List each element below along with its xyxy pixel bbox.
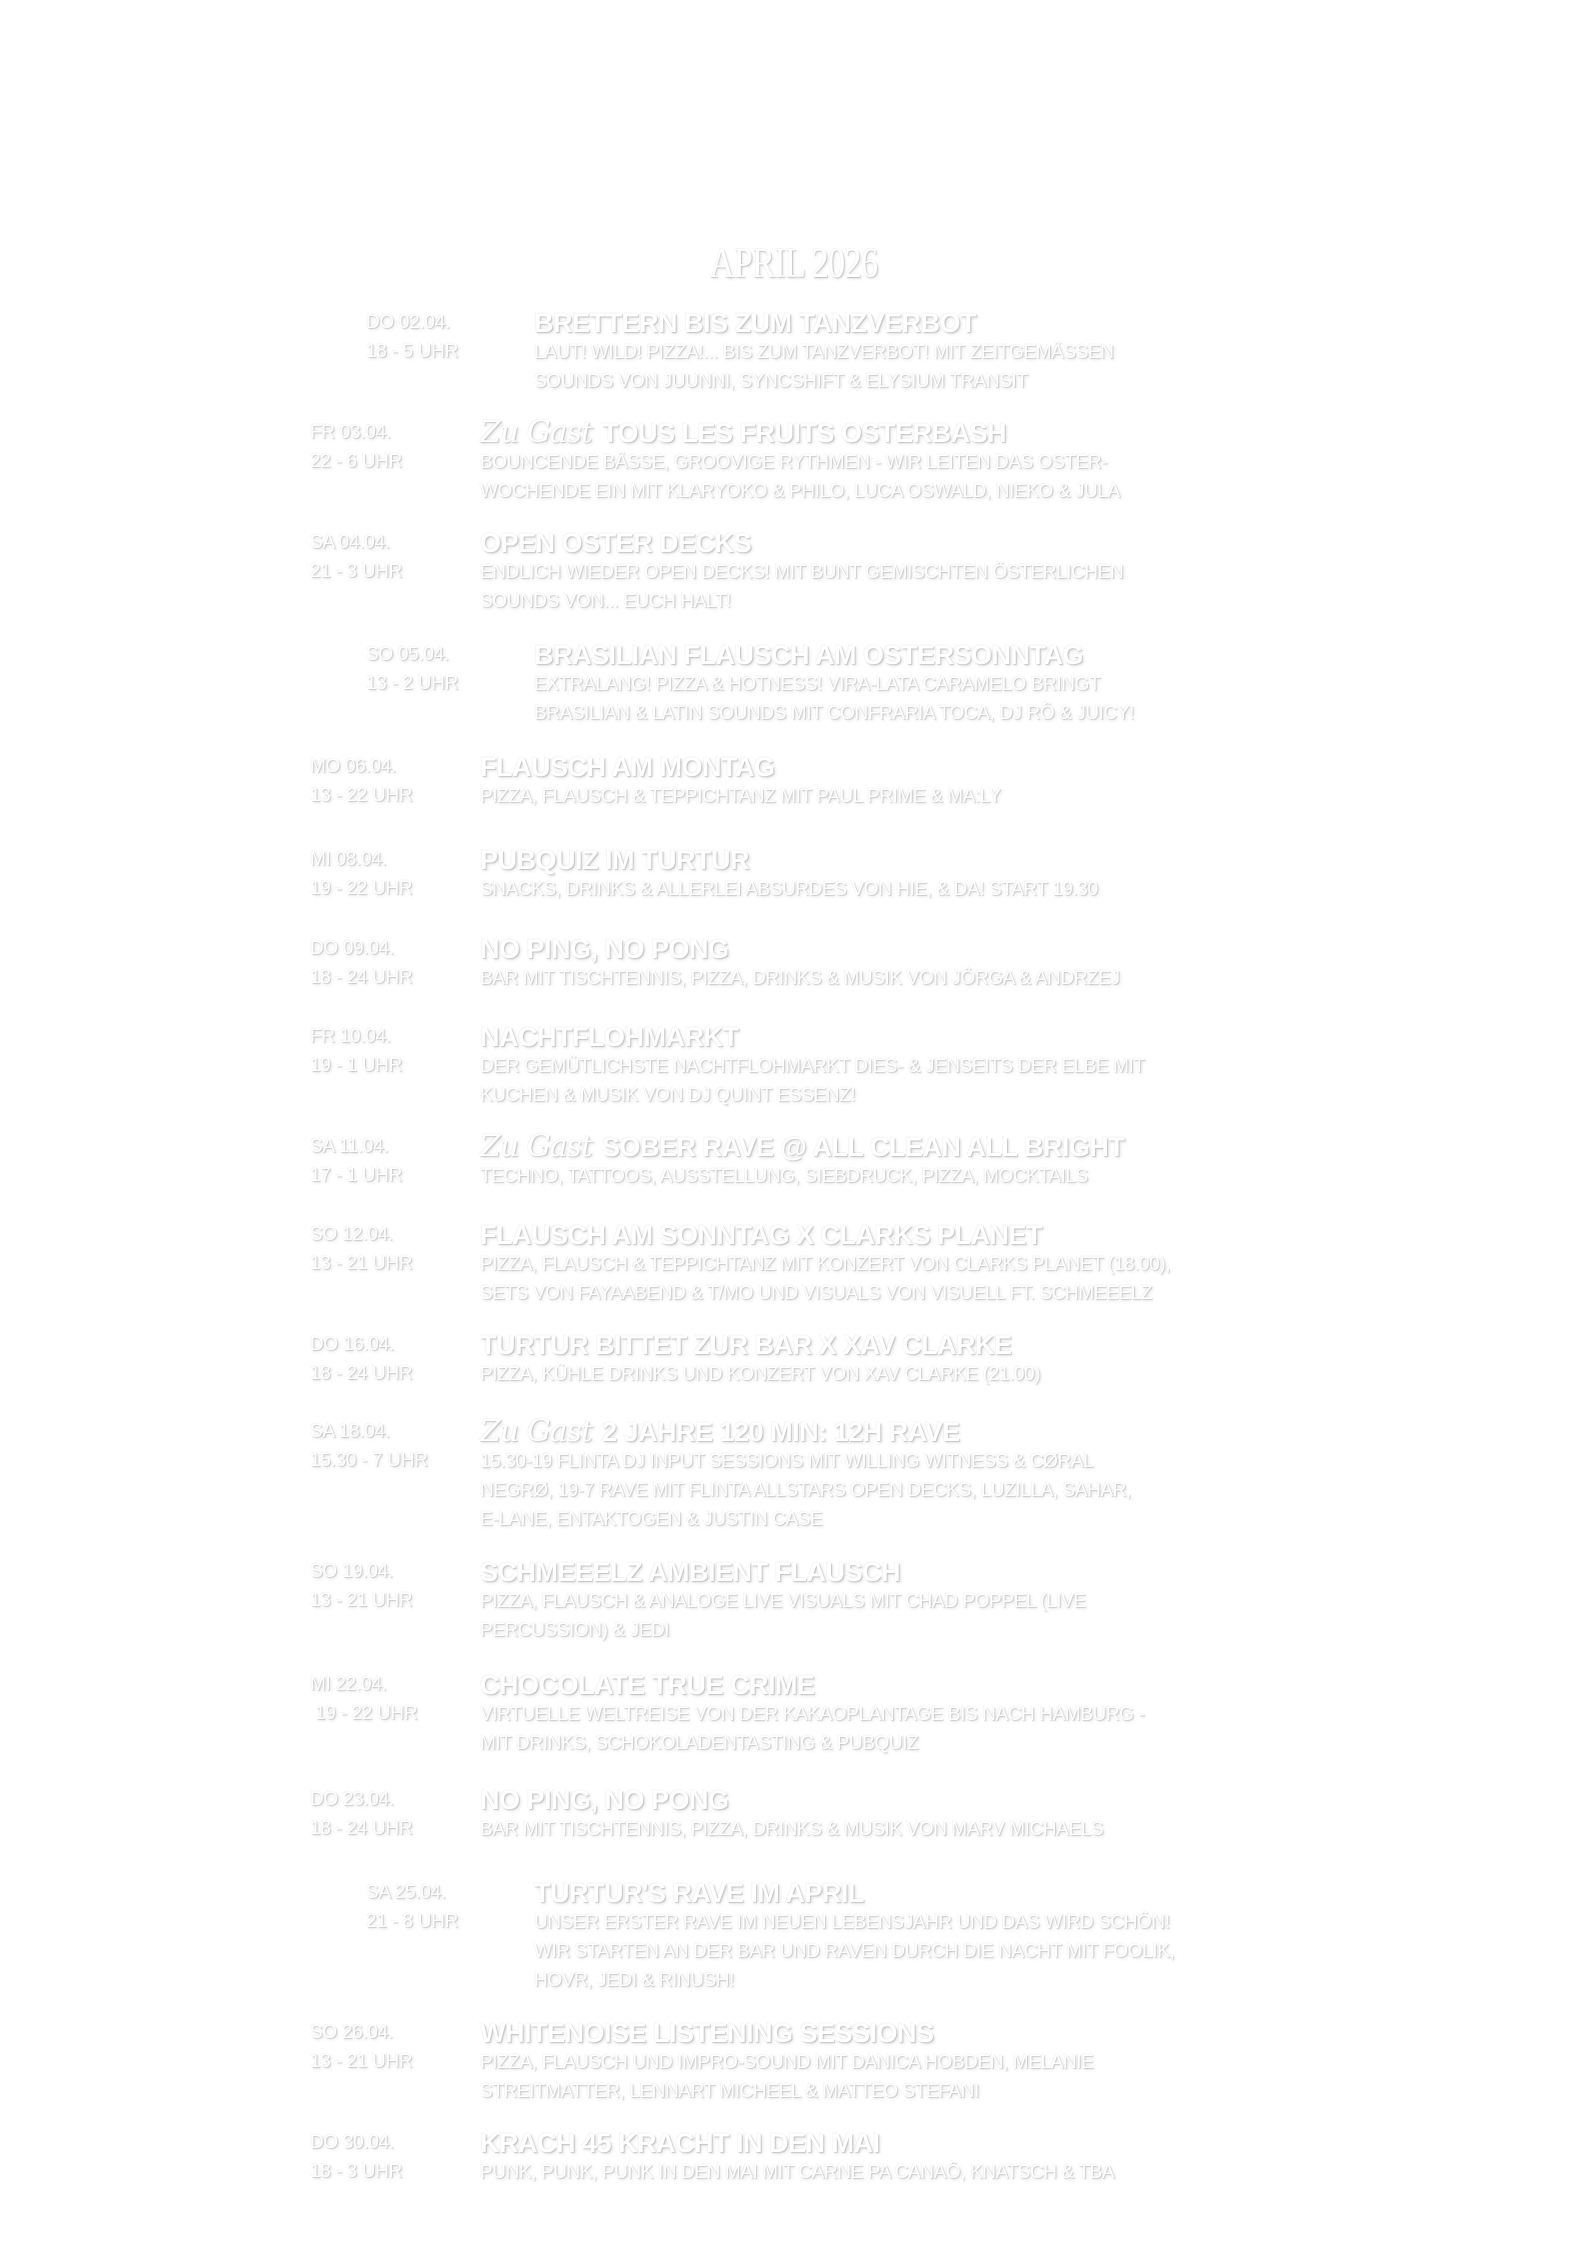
event-when [366, 308, 534, 396]
event-title [480, 2128, 1410, 2158]
event-date: MI 08.04. [310, 849, 387, 870]
event-title [480, 1557, 1410, 1587]
guest-badge: Zu Gast [480, 1129, 593, 1164]
event-description-line: LAUT! WILD! PIZZA!... BIS ZUM TANZVERBOT! MIT ZEITGEMÄSSEN [534, 342, 1114, 363]
event-time: 13 - 21 UHR [310, 1253, 413, 1274]
event-when [310, 752, 480, 811]
event-when [366, 1878, 534, 1995]
event-description-line: SOUNDS VON JUUNNI, SYNCSHIFT & ELYSIUM TRANSIT [534, 371, 1028, 392]
event-date: SO 26.04. [310, 2022, 393, 2043]
event-info [480, 1785, 1410, 1844]
event-description-line: EXTRALANG! PIZZA & HOTNESS! VIRA-LATA CARAMELO BRINGT [534, 674, 1101, 695]
event-description-line: MIT DRINKS, SCHOKOLADENTASTING & PUBQUIZ [480, 1733, 919, 1754]
event-row [310, 752, 1410, 811]
guest-badge: Zu Gast [480, 1414, 593, 1449]
event-info [480, 1670, 1410, 1758]
event-description [480, 964, 1410, 993]
event-info [480, 1022, 1410, 1110]
event-info [480, 1220, 1410, 1308]
event-date: MI 22.04. [310, 1674, 387, 1695]
event-when [310, 1417, 480, 1534]
event-row [366, 1878, 1466, 1995]
event-when [310, 1557, 480, 1645]
event-date: SO 19.04. [310, 1561, 393, 1582]
event-title [480, 2018, 1410, 2048]
event-date: FR 10.04. [310, 1026, 391, 1047]
event-description-line: BAR MIT TISCHTENNIS, PIZZA, DRINKS & MUSIK VON MARV MICHAELS [480, 1819, 1104, 1840]
event-row [310, 528, 1410, 616]
event-info [480, 1129, 1410, 1191]
event-info [480, 2018, 1410, 2106]
event-description-line: SOUNDS VON... EUCH HALT! [480, 591, 731, 612]
event-when [310, 934, 480, 993]
event-row [366, 640, 1466, 728]
event-description-line: HOVR, JEDI & RINUSH! [534, 1970, 734, 1991]
event-date: DO 16.04. [310, 1334, 394, 1355]
event-description [480, 2158, 1410, 2187]
event-title [480, 845, 1410, 875]
event-description [534, 670, 1466, 728]
event-date: SA 11.04. [310, 1136, 389, 1157]
event-time: 13 - 22 UHR [310, 785, 413, 806]
event-description-line: KUCHEN & MUSIK VON DJ QUINT ESSENZ! [480, 1085, 856, 1106]
event-info [480, 845, 1410, 904]
event-description-line: 15.30-19 FLINTA DJ INPUT SESSIONS MIT WILLING WITNESS & CØRAL [480, 1451, 1094, 1472]
event-title-text: NO PING, NO PONG [480, 934, 729, 964]
event-row [310, 2018, 1410, 2106]
event-title [480, 934, 1410, 964]
event-when [310, 1022, 480, 1110]
event-title-text: BRASILIAN FLAUSCH AM OSTERSONNTAG [534, 640, 1083, 670]
event-description-line: BAR MIT TISCHTENNIS, PIZZA, DRINKS & MUSIK VON JÖRGA & ANDRZEJ [480, 968, 1120, 989]
event-description-line: PIZZA, FLAUSCH UND IMPRO-SOUND MIT DANICA HOBDEN, MELANIE [480, 2052, 1094, 2073]
event-time: 18 - 24 UHR [310, 967, 413, 988]
event-info [534, 1878, 1466, 1995]
event-title [480, 1129, 1410, 1164]
event-title-text: TURTUR'S RAVE IM APRIL [534, 1878, 864, 1908]
event-title-text: NO PING, NO PONG [480, 1785, 729, 1815]
event-description-line: WOCHENDE EIN MIT KLARYOKO & PHILO, LUCA OSWALD, NIEKO & JULA [480, 481, 1120, 502]
event-time: 21 - 3 UHR [310, 561, 403, 582]
event-info [480, 1557, 1410, 1645]
event-when [310, 2018, 480, 2106]
event-description-line: PERCUSSION) & JEDI [480, 1620, 670, 1641]
event-description-line: UNSER ERSTER RAVE IM NEUEN LEBENSJAHR UND DAS WIRD SCHÖN! [534, 1912, 1170, 1933]
event-date: SO 12.04. [310, 1224, 393, 1245]
event-date: SA 04.04. [310, 532, 390, 553]
event-info [480, 528, 1410, 616]
event-description [480, 1162, 1410, 1191]
event-title [480, 1670, 1410, 1700]
event-row [310, 1414, 1410, 1534]
event-description [480, 782, 1410, 811]
event-time: 13 - 21 UHR [310, 2051, 413, 2072]
event-title [480, 1220, 1410, 1250]
event-description-line: NEGRØ, 19-7 RAVE MIT FLINTA ALLSTARS OPEN DECKS, LUZILLA, SAHAR, [480, 1480, 1131, 1501]
event-row [310, 1022, 1410, 1110]
event-time: 13 - 21 UHR [310, 1590, 413, 1611]
event-description [480, 875, 1410, 904]
event-date: SA 25.04. [366, 1882, 446, 1903]
event-row [310, 845, 1410, 904]
event-when [310, 1670, 480, 1758]
event-info [534, 308, 1466, 396]
event-time: 21 - 8 UHR [366, 1911, 459, 1932]
event-title [480, 1414, 1410, 1449]
event-description-line: PIZZA, FLAUSCH & TEPPICHTANZ MIT PAUL PRIME & MA:LY [480, 786, 1001, 807]
event-time: 19 - 22 UHR [310, 878, 413, 899]
event-description-line: ENDLICH WIEDER OPEN DECKS! MIT BUNT GEMISCHTEN ÖSTERLICHEN [480, 562, 1124, 583]
event-info [534, 640, 1466, 728]
event-time: 22 - 6 UHR [310, 451, 403, 472]
event-time: 18 - 3 UHR [310, 2161, 403, 2182]
event-title-text: SOBER RAVE @ ALL CLEAN ALL BRIGHT [602, 1132, 1125, 1162]
event-date: DO 09.04. [310, 938, 394, 959]
event-time: 17 - 1 UHR [310, 1165, 403, 1186]
event-when [310, 528, 480, 616]
event-when [366, 640, 534, 728]
event-title [534, 308, 1466, 338]
event-description [534, 338, 1466, 396]
event-time: 19 - 1 UHR [310, 1055, 403, 1076]
event-info [480, 934, 1410, 993]
event-title-text: 2 JAHRE 120 MIN: 12H RAVE [602, 1417, 960, 1447]
event-description-line: SNACKS, DRINKS & ALLERLEI ABSURDES VON HIE, & DA! START 19.30 [480, 879, 1098, 900]
event-title-text: PUBQUIZ IM TURTUR [480, 845, 749, 875]
event-date: DO 23.04. [310, 1789, 394, 1810]
event-row [310, 1220, 1410, 1308]
event-title-text: BRETTERN BIS ZUM TANZVERBOT [534, 308, 976, 338]
event-title-text: KRACH 45 KRACHT IN DEN MAI [480, 2128, 880, 2158]
event-description [480, 1250, 1410, 1308]
event-description [480, 1052, 1410, 1110]
event-when [310, 1330, 480, 1389]
event-description-line: DER GEMÜTLICHSTE NACHTFLOHMARKT DIES- & JENSEITS DER ELBE MIT [480, 1056, 1145, 1077]
event-time: 18 - 5 UHR [366, 341, 459, 362]
event-row [310, 1129, 1410, 1191]
event-info [480, 2128, 1410, 2187]
event-time: 19 - 22 UHR [310, 1703, 418, 1724]
event-description [534, 1908, 1466, 1995]
event-info [480, 1414, 1410, 1534]
event-title-text: SCHMEEELZ AMBIENT FLAUSCH [480, 1557, 900, 1587]
event-title [534, 640, 1466, 670]
event-description-line: PIZZA, FLAUSCH & TEPPICHTANZ MIT KONZERT VON CLARKS PLANET (18.00), [480, 1254, 1171, 1275]
event-row [310, 2128, 1410, 2187]
event-when [310, 418, 480, 506]
event-row [310, 1670, 1410, 1758]
event-description [480, 2048, 1410, 2106]
event-date: SA 18.04. [310, 1421, 390, 1442]
event-title [534, 1878, 1466, 1908]
event-description-line: STREITMATTER, LENNART MICHEEL & MATTEO STEFANI [480, 2081, 979, 2102]
event-description-line: SETS VON FAYAABEND & T/MO UND VISUALS VON VISUELL FT. SCHMEEELZ [480, 1283, 1152, 1304]
event-title [480, 1022, 1410, 1052]
event-title-text: OPEN OSTER DECKS [480, 528, 752, 558]
event-when [310, 845, 480, 904]
month-title: APRIL 2026 [709, 241, 878, 287]
event-description-line: BRASILIAN & LATIN SOUNDS MIT CONFRARIA TOCA, DJ RÔ & JUICY! [534, 703, 1134, 724]
event-title [480, 752, 1410, 782]
event-description-line: BOUNCENDE BÄSSE, GROOVIGE RYTHMEN - WIR LEITEN DAS OSTER- [480, 452, 1108, 473]
event-description [480, 1587, 1410, 1645]
event-title [480, 528, 1410, 558]
event-title-text: TURTUR BITTET ZUR BAR X XAV CLARKE [480, 1330, 1012, 1360]
event-title-text: TOUS LES FRUITS OSTERBASH [602, 418, 1007, 448]
event-description-line: TECHNO, TATTOOS, AUSSTELLUNG, SIEBDRUCK, PIZZA, MOCKTAILS [480, 1166, 1088, 1187]
event-row [310, 1330, 1410, 1389]
event-when [310, 2128, 480, 2187]
event-time: 15.30 - 7 UHR [310, 1450, 428, 1471]
event-time: 18 - 24 UHR [310, 1363, 413, 1384]
event-date: SO 05.04. [366, 644, 449, 665]
event-description [480, 1700, 1410, 1758]
event-title [480, 1785, 1410, 1815]
event-time: 13 - 2 UHR [366, 673, 459, 694]
event-description-line: PUNK, PUNK, PUNK IN DEN MAI MIT CARNE PA CANAÔ, KNATSCH & TBA [480, 2162, 1115, 2183]
event-date: DO 30.04. [310, 2132, 394, 2153]
event-when [310, 1220, 480, 1308]
event-row [310, 934, 1410, 993]
event-time: 18 - 24 UHR [310, 1818, 413, 1839]
event-description [480, 1815, 1410, 1844]
event-date: DO 02.04. [366, 312, 450, 333]
guest-badge: Zu Gast [480, 415, 593, 450]
event-title-text: NACHTFLOHMARKT [480, 1022, 739, 1052]
event-row [310, 415, 1410, 506]
event-description-line: VIRTUELLE WELTREISE VON DER KAKAOPLANTAGE BIS NACH HAMBURG - [480, 1704, 1145, 1725]
event-title-text: WHITENOISE LISTENING SESSIONS [480, 2018, 934, 2048]
event-info [480, 1330, 1410, 1389]
event-description-line: PIZZA, KÜHLE DRINKS UND KONZERT VON XAV CLARKE (21.00) [480, 1364, 1041, 1385]
event-info [480, 415, 1410, 506]
event-description-line: E-LANE, ENTAKTOGEN & JUSTIN CASE [480, 1509, 823, 1530]
event-description [480, 1360, 1410, 1389]
event-row [310, 1785, 1410, 1844]
event-title [480, 1330, 1410, 1360]
event-description [480, 448, 1410, 506]
event-row [366, 308, 1466, 396]
event-title-text: FLAUSCH AM SONNTAG X CLARKS PLANET [480, 1220, 1042, 1250]
event-description [480, 1447, 1410, 1534]
event-date: MO 06.04. [310, 756, 397, 777]
event-description-line: PIZZA, FLAUSCH & ANALOGE LIVE VISUALS MIT CHAD POPPEL (LIVE [480, 1591, 1086, 1612]
event-when [310, 1132, 480, 1191]
event-title-text: CHOCOLATE TRUE CRIME [480, 1670, 815, 1700]
event-title-text: FLAUSCH AM MONTAG [480, 752, 775, 782]
event-date: FR 03.04. [310, 422, 391, 443]
event-row [310, 1557, 1410, 1645]
event-title [480, 415, 1410, 450]
event-description-line: WIR STARTEN AN DER BAR UND RAVEN DURCH DIE NACHT MIT FOOLIK, [534, 1941, 1175, 1962]
event-when [310, 1785, 480, 1844]
event-description [480, 558, 1410, 616]
event-info [480, 752, 1410, 811]
